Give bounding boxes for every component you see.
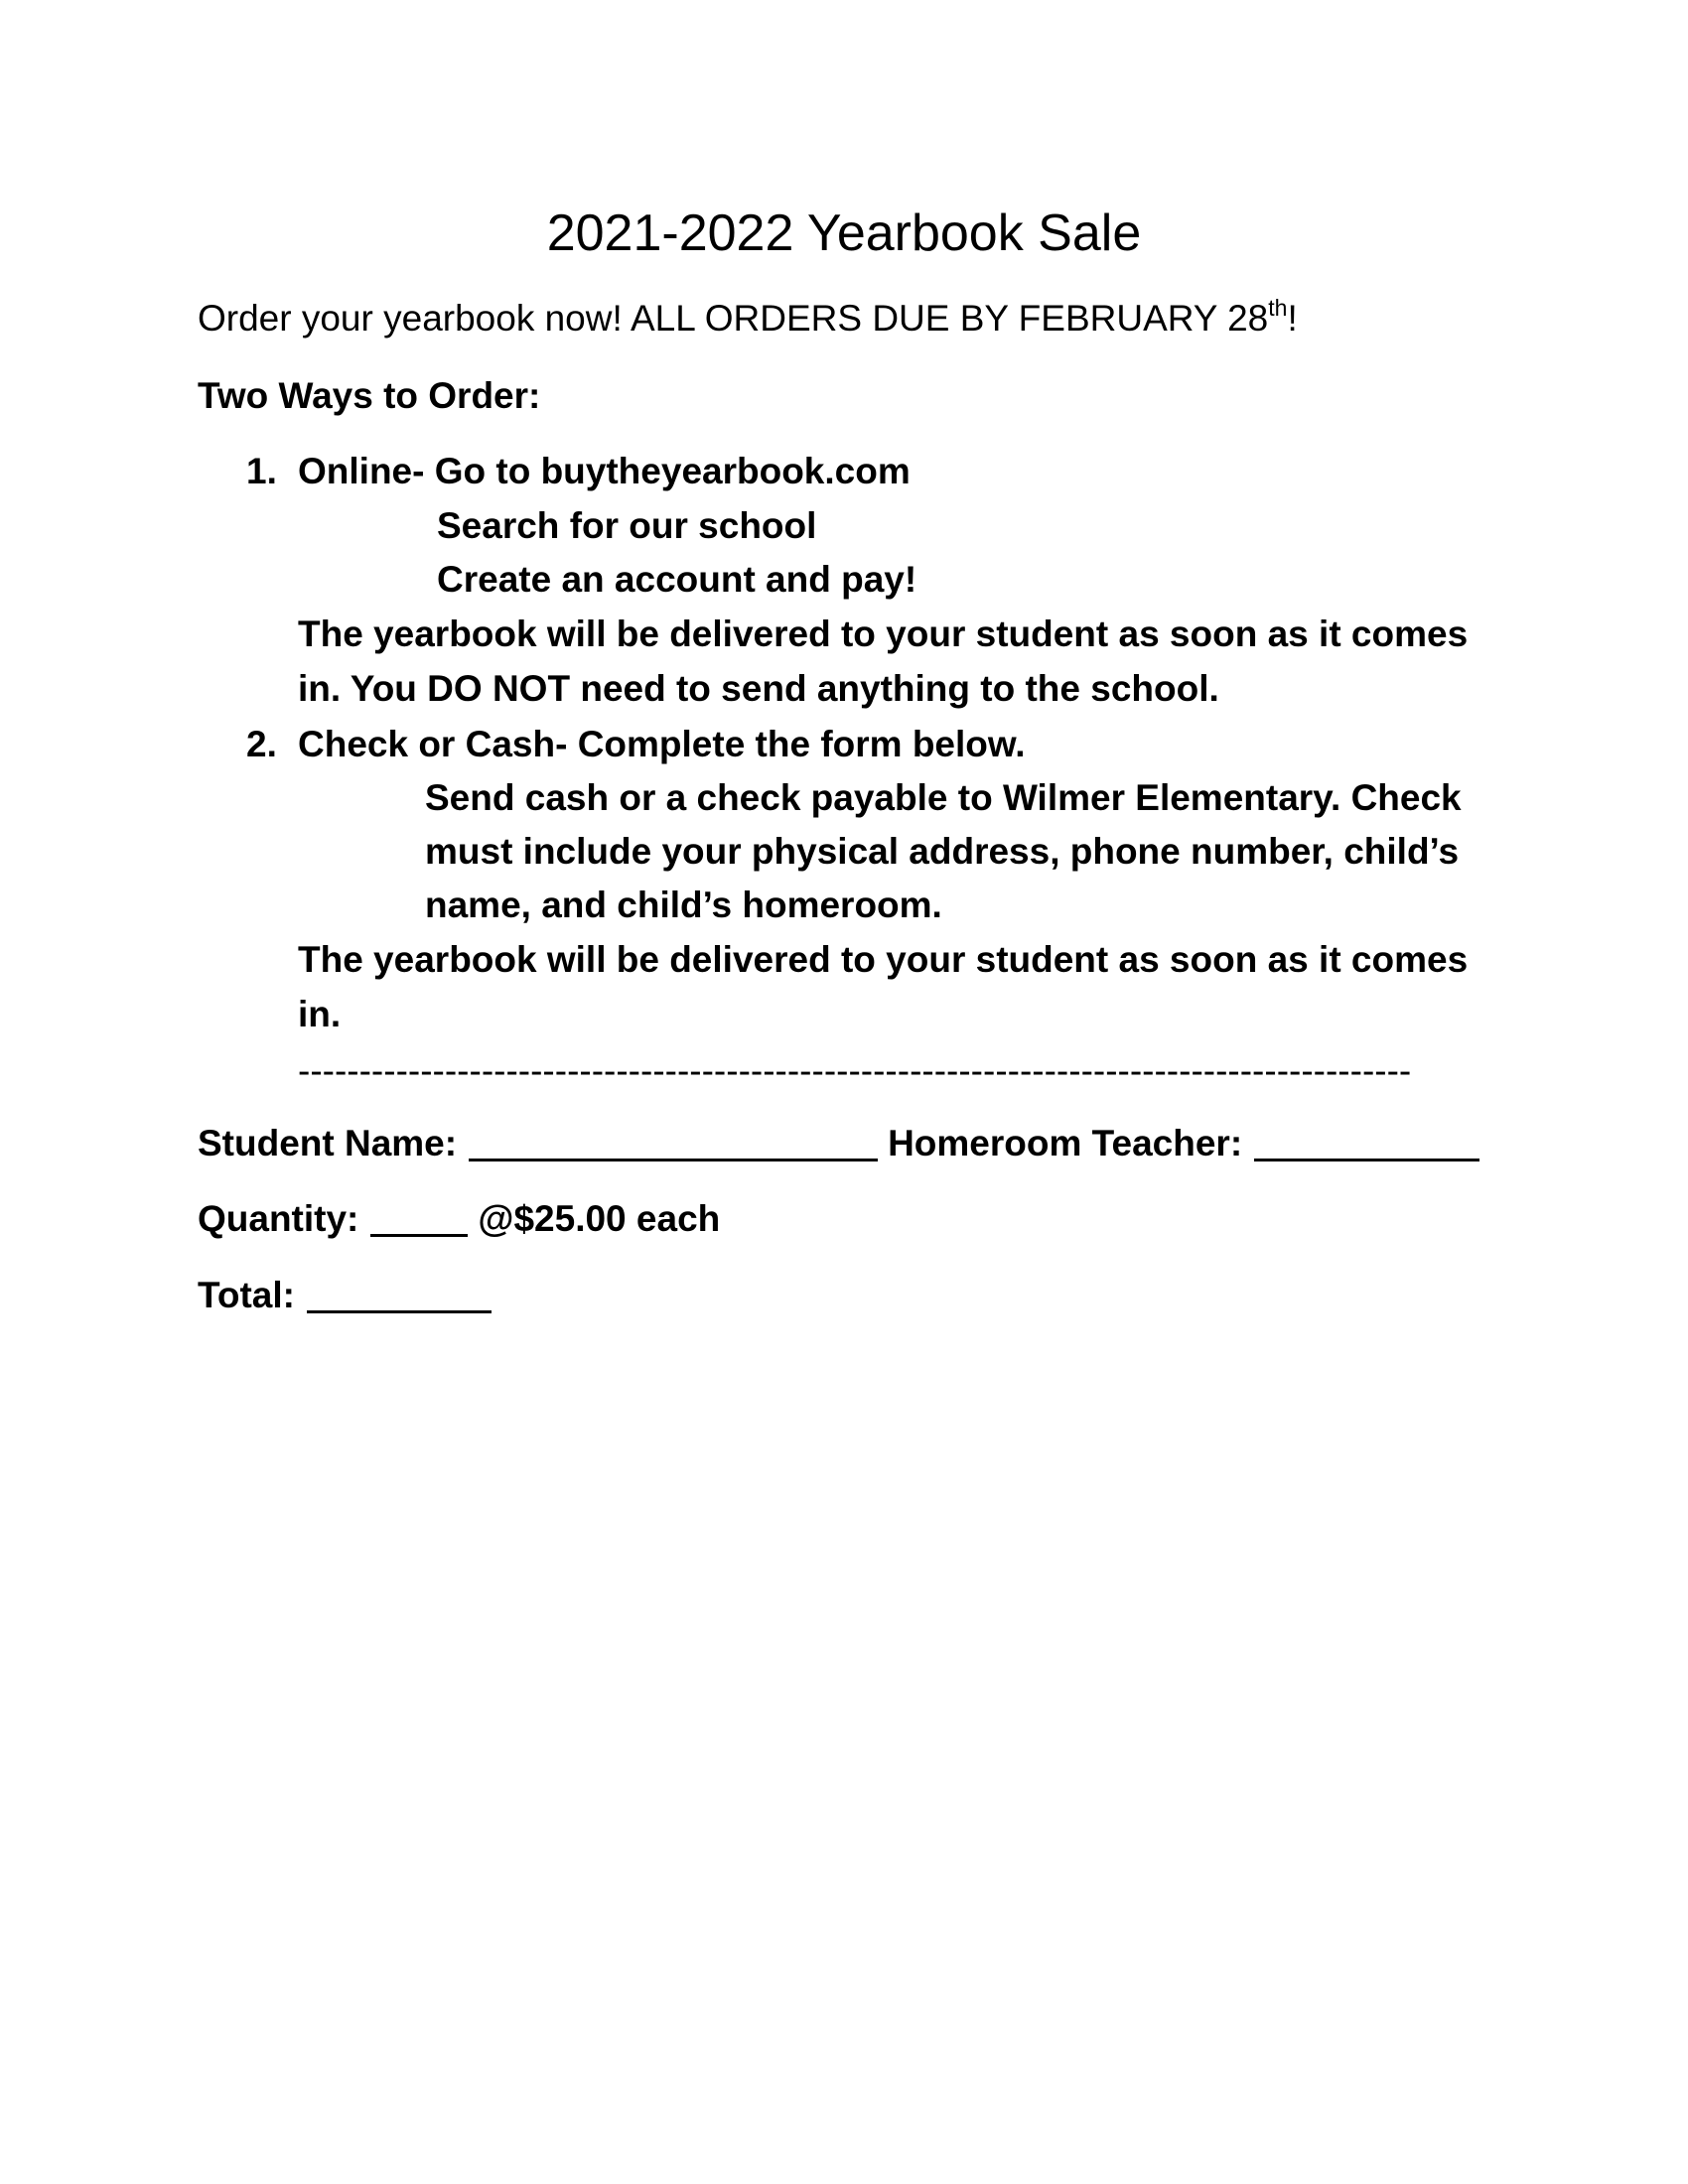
homeroom-teacher-blank[interactable]	[1254, 1123, 1479, 1161]
option1-line: Online- Go to buytheyearbook.com	[298, 451, 911, 491]
quantity-label: Quantity:	[198, 1198, 359, 1239]
student-name-label: Student Name:	[198, 1123, 458, 1163]
option2-send-line3: name, and child’s homeroom.	[425, 885, 942, 925]
quantity-row	[198, 1192, 720, 1246]
option1-delivery-line2: in. You DO NOT need to send anything to the school.	[298, 668, 1219, 709]
total-row	[198, 1269, 492, 1322]
option1-step-search: Search for our school	[437, 505, 817, 546]
option2-send-line2: must include your physical address, phone number, child’s	[425, 831, 1460, 872]
option1-delivery-line1: The yearbook will be delivered to your student as soon as it comes	[298, 614, 1469, 654]
page-title: 2021-2022 Yearbook Sale	[546, 205, 1142, 262]
cut-line-separator: -------------------------------------------------------------------------------------------	[298, 1050, 1412, 1091]
list-number-1: 1.	[246, 451, 277, 491]
option2-delivery-line2: in.	[298, 994, 342, 1034]
option1-step-create: Create an account and pay!	[437, 559, 917, 600]
price-text: @$25.00 each	[478, 1198, 721, 1239]
student-name-blank[interactable]	[469, 1123, 878, 1161]
intro-end: !	[1287, 298, 1298, 339]
option2-send-line1: Send cash or a check payable to Wilmer Elementary. Check	[425, 777, 1462, 818]
total-label: Total:	[198, 1275, 295, 1315]
option2-delivery-line1: The yearbook will be delivered to your student as soon as it comes	[298, 939, 1469, 980]
option2-line: Check or Cash- Complete the form below.	[298, 724, 1026, 764]
ways-heading: Two Ways to Order:	[198, 375, 541, 416]
intro-superscript: th	[1268, 295, 1288, 321]
homeroom-teacher-label: Homeroom Teacher:	[888, 1123, 1243, 1163]
intro-line	[198, 292, 1298, 345]
intro-text: Order your yearbook now! ALL ORDERS DUE BY FEBRUARY 28	[198, 298, 1269, 339]
student-row	[198, 1117, 1479, 1170]
quantity-blank[interactable]	[370, 1198, 468, 1237]
list-number-2: 2.	[246, 724, 277, 764]
total-blank[interactable]	[307, 1275, 492, 1313]
